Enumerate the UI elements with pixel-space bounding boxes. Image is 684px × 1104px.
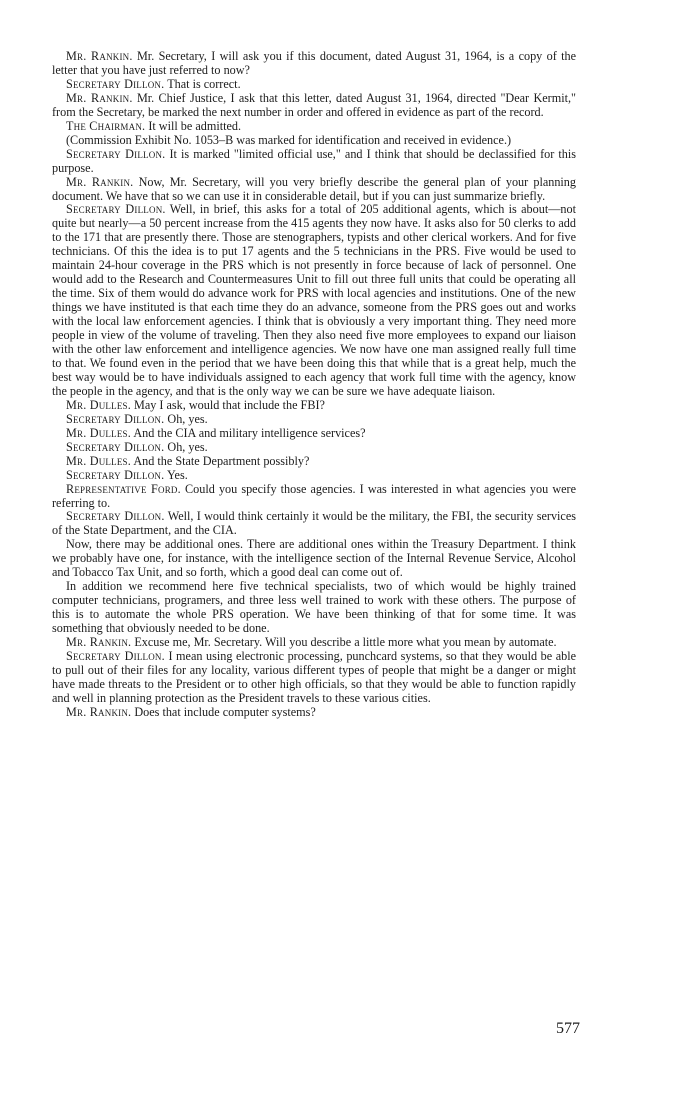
paragraph bbox=[52, 441, 576, 455]
paragraph-text: It is marked "limited official use," and I think that should be declassified for this purpose. bbox=[52, 146, 576, 175]
paragraph bbox=[52, 92, 576, 120]
paragraph-text: In addition we recommend here five technical specialists, two of which would be highly trained computer technicians, programers, and three less well trained to work with these others. The purpose of this is to automate the whole PRS operation. We have been thinking of that for some time. It was something that obviously needed to be done. bbox=[52, 579, 576, 636]
speaker-name: Secretary Dillon. bbox=[66, 146, 166, 161]
speaker-name: Secretary Dillon. bbox=[66, 76, 165, 91]
paragraph-text: Now, there may be additional ones. There are additional ones within the Treasury Department. I think we probably have one, for instance, with the intelligence section of the Internal Revenue Service, Alcohol and Tobacco Tax Unit, and so forth, which a good deal can come out of. bbox=[52, 537, 576, 580]
paragraph-text: Now, Mr. Secretary, will you very briefly describe the general plan of your planning document. We have that so we can use it in considerable detail, but if you can just summarize briefly. bbox=[52, 174, 576, 203]
paragraph bbox=[52, 413, 576, 427]
paragraph bbox=[52, 50, 576, 78]
speaker-name: The Chairman. bbox=[66, 118, 146, 133]
speaker-name: Secretary Dillon. bbox=[66, 509, 165, 524]
paragraph bbox=[52, 455, 576, 469]
paragraph bbox=[52, 427, 576, 441]
speaker-name: Mr. Rankin. bbox=[66, 704, 132, 719]
speaker-name: Secretary Dillon. bbox=[66, 467, 165, 482]
paragraph-text: Excuse me, Mr. Secretary. Will you describe a little more what you mean by automate. bbox=[134, 635, 557, 650]
paragraph-text: Oh, yes. bbox=[167, 439, 208, 454]
paragraph bbox=[52, 483, 576, 511]
speaker-name: Secretary Dillon. bbox=[66, 202, 166, 217]
speaker-name: Mr. Rankin. bbox=[66, 174, 134, 189]
paragraph-text: That is correct. bbox=[167, 76, 241, 91]
speaker-name: Mr. Rankin. bbox=[66, 90, 133, 105]
speaker-name: Secretary Dillon. bbox=[66, 648, 165, 663]
paragraph-text: Well, I would think certainly it would be the military, the FBI, the security services of the State Department, and the CIA. bbox=[52, 509, 576, 538]
paragraph bbox=[52, 650, 576, 706]
speaker-name: Representative Ford. bbox=[66, 481, 181, 496]
paragraph-text: May I ask, would that include the FBI? bbox=[134, 397, 325, 412]
paragraph-text: And the State Department possibly? bbox=[133, 453, 310, 468]
paragraph bbox=[52, 399, 576, 413]
paragraph bbox=[52, 538, 576, 580]
paragraph-text: Could you specify those agencies. I was interested in what agencies you were referring to. bbox=[52, 481, 577, 510]
speaker-name: Secretary Dillon. bbox=[66, 411, 165, 426]
paragraph-text: Well, in brief, this asks for a total of 205 additional agents, which is about—not quite but nearly—a 50 percent increase from the 415 agents they now have. It asks also for 50 clerks to add to the 171 that are presently there. Those are stenographers, typists and other clerical workers. And for five technicians. Of this the idea is to put 17 agents and the 5 technicians in the PRS. Five would be used to maintain 24-hour coverage in the PRS which is not presently in force because of lack of personnel. One would add to the Research and Countermeasures Unit to fill out three full units that could be operating all the time. Six of them would do advance work for PRS with local agencies and institutions. One of the new things we have instituted is that each time they do an advance, someone from the PRS goes out and works with the local law enforcement agencies. I think that is obviously a very important thing. They need more people in view of the volume of traveling. Then they also need five more employees to expand our liaison with the other law enforcement and intelligence agencies. We now have one man assigned really full time to that. We found even in the period that we have been doing this that while that is a great help, much the best way would be to have individuals assigned to each agency that work full time with the agency, know the people in the agency, and that is the only way we can be sure we have adequate liaison. bbox=[52, 202, 576, 398]
speaker-name: Mr. Rankin. bbox=[66, 635, 132, 650]
speaker-name: Secretary Dillon. bbox=[66, 439, 165, 454]
paragraph-text: Oh, yes. bbox=[167, 411, 208, 426]
paragraph-text: (Commission Exhibit No. 1053–B was marked for identification and received in evidence.) bbox=[66, 132, 512, 147]
paragraph bbox=[52, 469, 576, 483]
paragraph bbox=[52, 176, 576, 204]
paragraph-text: It will be admitted. bbox=[148, 118, 242, 133]
paragraph bbox=[52, 134, 576, 148]
paragraph-text: Yes. bbox=[166, 467, 188, 482]
paragraph bbox=[52, 78, 576, 92]
speaker-name: Mr. Rankin. bbox=[66, 49, 133, 63]
page-number: 577 bbox=[556, 1020, 580, 1037]
paragraph bbox=[52, 580, 576, 636]
paragraph-text: Mr. Secretary, I will ask you if this document, dated August 31, 1964, is a copy of the letter that you have just referred to now? bbox=[52, 49, 576, 77]
speaker-name: Mr. Dulles. bbox=[66, 453, 131, 468]
paragraph bbox=[52, 706, 576, 720]
speaker-name: Mr. Dulles. bbox=[66, 425, 131, 440]
paragraph-text: I mean using electronic processing, punchcard systems, so that they would be able to pull out of their files for any locality, various different types of people that might be a danger or might have made threats to the President or to other high officials, so that they would be able to function rapidly and well in planning protection as the President travels to these various cities. bbox=[52, 648, 577, 705]
paragraph bbox=[52, 120, 576, 134]
paragraph-text: Does that include computer systems? bbox=[134, 704, 316, 719]
paragraph-text: And the CIA and military intelligence services? bbox=[133, 425, 366, 440]
speaker-name: Mr. Dulles. bbox=[66, 397, 131, 412]
paragraph bbox=[52, 636, 576, 650]
paragraph bbox=[52, 510, 576, 538]
paragraph bbox=[52, 148, 576, 176]
paragraph-text: Mr. Chief Justice, I ask that this letter, dated August 31, 1964, directed "Dear Kermit," from the Secretary, be marked the next number in order and offered in evidence as part of the record. bbox=[52, 90, 576, 119]
document-page bbox=[52, 50, 576, 720]
paragraph bbox=[52, 203, 576, 398]
